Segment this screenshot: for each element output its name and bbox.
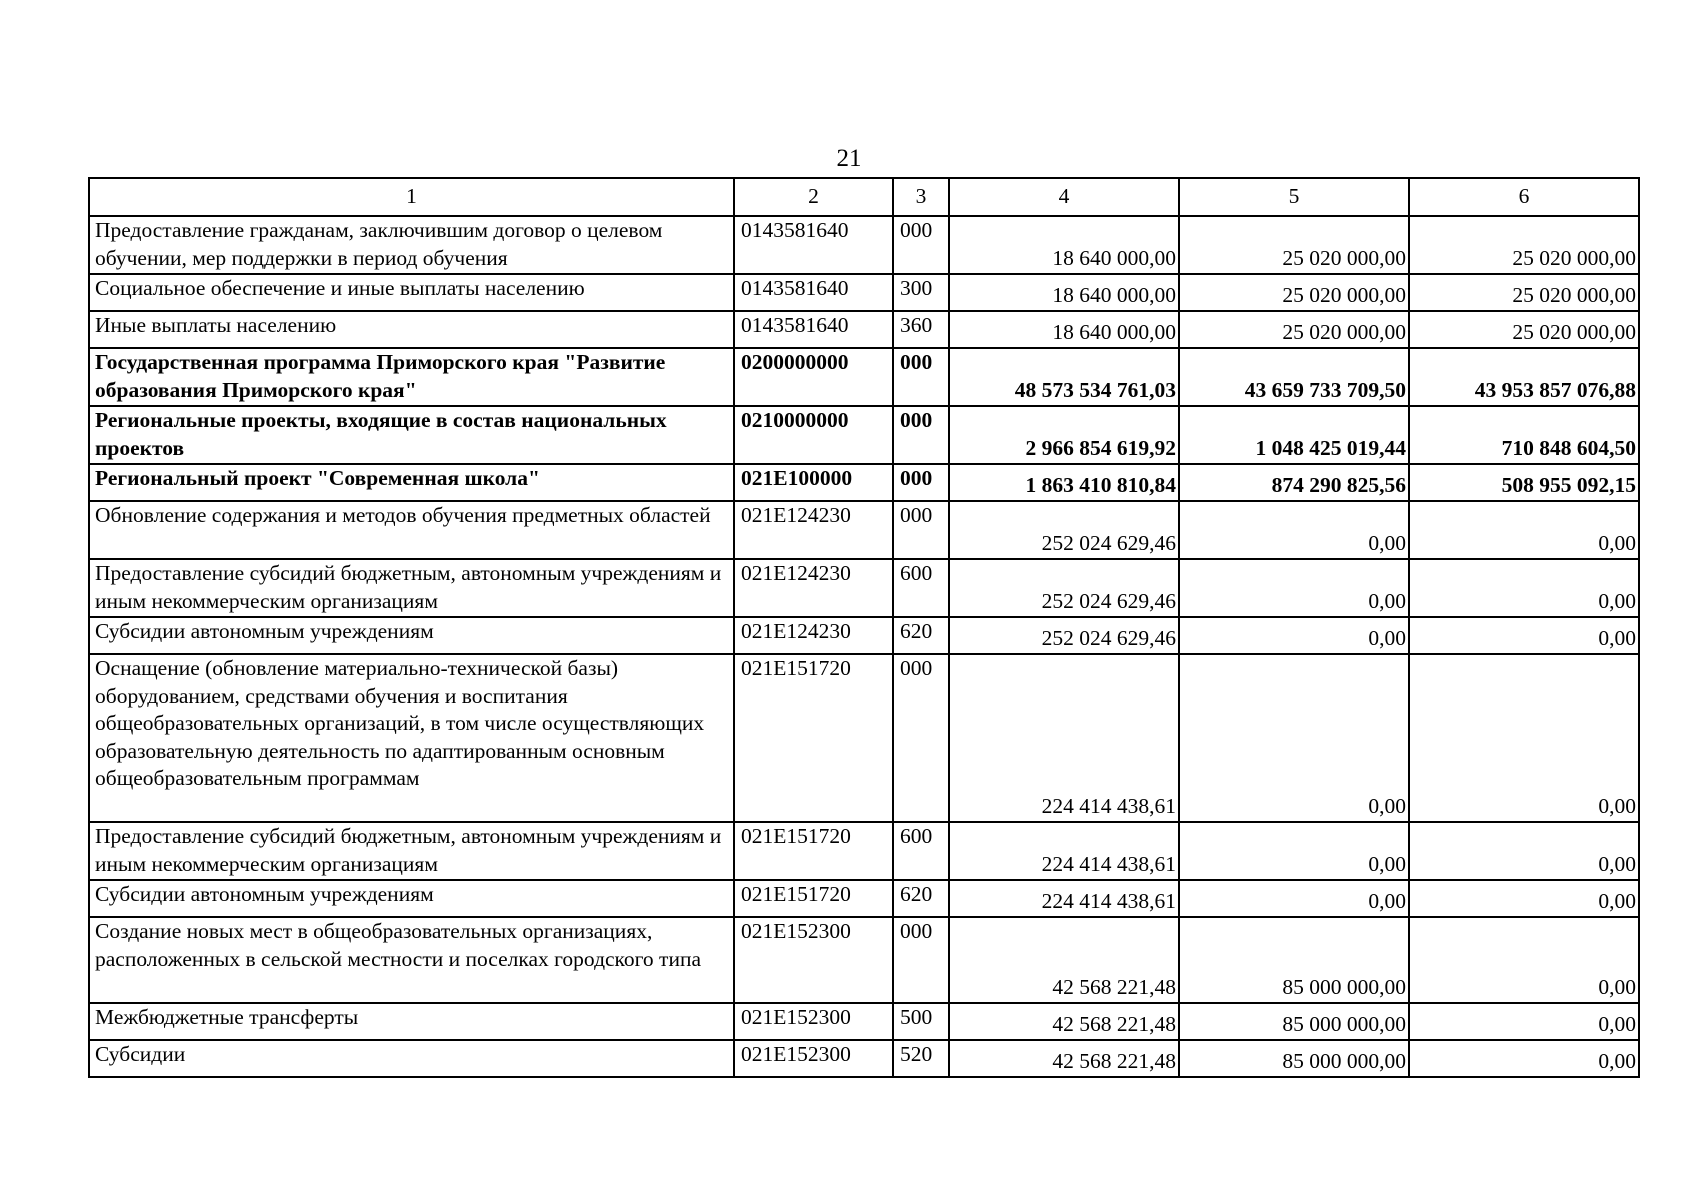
row-name-cell: Региональные проекты, входящие в состав национальных проектов <box>89 406 734 464</box>
row-code-cell: 021E152300 <box>734 917 893 1003</box>
row-value-col4-cell: 18 640 000,00 <box>949 274 1179 311</box>
table-header-row <box>89 178 1639 216</box>
row-value-col4-cell: 2 966 854 619,92 <box>949 406 1179 464</box>
row-value-col4-cell: 18 640 000,00 <box>949 216 1179 274</box>
row-value-col4-cell: 224 414 438,61 <box>949 822 1179 880</box>
row-value-col5-cell: 25 020 000,00 <box>1179 216 1409 274</box>
row-code-cell: 021E151720 <box>734 654 893 822</box>
row-code-cell: 021E152300 <box>734 1040 893 1077</box>
table-row <box>89 617 1639 654</box>
row-code-cell: 0143581640 <box>734 216 893 274</box>
row-name-cell: Межбюджетные трансферты <box>89 1003 734 1040</box>
table-row <box>89 559 1639 617</box>
row-value-col4-cell: 252 024 629,46 <box>949 559 1179 617</box>
row-value-col6-cell: 0,00 <box>1409 822 1639 880</box>
row-code-cell: 0200000000 <box>734 348 893 406</box>
row-value-col4-cell: 252 024 629,46 <box>949 501 1179 559</box>
row-expense-type-cell: 360 <box>893 311 949 348</box>
row-value-col6-cell: 710 848 604,50 <box>1409 406 1639 464</box>
table-row <box>89 1003 1639 1040</box>
row-value-col6-cell: 0,00 <box>1409 617 1639 654</box>
row-value-col6-cell: 43 953 857 076,88 <box>1409 348 1639 406</box>
row-value-col5-cell: 0,00 <box>1179 654 1409 822</box>
table-row <box>89 464 1639 501</box>
column-header-2: 2 <box>734 178 893 216</box>
budget-table <box>88 177 1640 1078</box>
row-code-cell: 021E152300 <box>734 1003 893 1040</box>
row-expense-type-cell: 600 <box>893 822 949 880</box>
row-value-col6-cell: 0,00 <box>1409 1040 1639 1077</box>
row-expense-type-cell: 600 <box>893 559 949 617</box>
table-row <box>89 406 1639 464</box>
table-row <box>89 348 1639 406</box>
row-value-col5-cell: 0,00 <box>1179 822 1409 880</box>
table-row <box>89 311 1639 348</box>
table-row <box>89 917 1639 1003</box>
row-expense-type-cell: 000 <box>893 917 949 1003</box>
row-expense-type-cell: 000 <box>893 501 949 559</box>
row-value-col6-cell: 0,00 <box>1409 880 1639 917</box>
row-value-col6-cell: 0,00 <box>1409 501 1639 559</box>
row-name-cell: Субсидии автономным учреждениям <box>89 617 734 654</box>
column-header-4: 4 <box>949 178 1179 216</box>
row-code-cell: 021E151720 <box>734 880 893 917</box>
column-header-3: 3 <box>893 178 949 216</box>
row-value-col5-cell: 1 048 425 019,44 <box>1179 406 1409 464</box>
row-value-col5-cell: 0,00 <box>1179 559 1409 617</box>
row-value-col4-cell: 42 568 221,48 <box>949 1040 1179 1077</box>
row-value-col6-cell: 25 020 000,00 <box>1409 274 1639 311</box>
row-name-cell: Предоставление гражданам, заключившим договор о целевом обучении, мер поддержки в период обучения <box>89 216 734 274</box>
row-code-cell: 0143581640 <box>734 311 893 348</box>
row-name-cell: Региональный проект "Современная школа" <box>89 464 734 501</box>
row-value-col5-cell: 0,00 <box>1179 501 1409 559</box>
row-code-cell: 021E124230 <box>734 617 893 654</box>
row-value-col5-cell: 43 659 733 709,50 <box>1179 348 1409 406</box>
table-row <box>89 1040 1639 1077</box>
row-value-col6-cell: 0,00 <box>1409 559 1639 617</box>
row-name-cell: Социальное обеспечение и иные выплаты населению <box>89 274 734 311</box>
row-value-col4-cell: 224 414 438,61 <box>949 654 1179 822</box>
row-name-cell: Предоставление субсидий бюджетным, автономным учреждениям и иным некоммерческим организациям <box>89 559 734 617</box>
row-expense-type-cell: 000 <box>893 406 949 464</box>
column-header-6: 6 <box>1409 178 1639 216</box>
row-code-cell: 021E124230 <box>734 559 893 617</box>
row-value-col5-cell: 85 000 000,00 <box>1179 1003 1409 1040</box>
row-expense-type-cell: 520 <box>893 1040 949 1077</box>
row-value-col6-cell: 0,00 <box>1409 917 1639 1003</box>
row-expense-type-cell: 000 <box>893 348 949 406</box>
page-number: 21 <box>836 145 862 172</box>
row-name-cell: Создание новых мест в общеобразовательных организациях, расположенных в сельской местности и поселках городского типа <box>89 917 734 1003</box>
table-row <box>89 274 1639 311</box>
row-value-col6-cell: 0,00 <box>1409 654 1639 822</box>
row-value-col5-cell: 0,00 <box>1179 880 1409 917</box>
table-row <box>89 880 1639 917</box>
row-value-col5-cell: 85 000 000,00 <box>1179 1040 1409 1077</box>
row-code-cell: 021E100000 <box>734 464 893 501</box>
row-value-col6-cell: 25 020 000,00 <box>1409 216 1639 274</box>
row-code-cell: 0210000000 <box>734 406 893 464</box>
row-value-col5-cell: 25 020 000,00 <box>1179 311 1409 348</box>
row-value-col5-cell: 25 020 000,00 <box>1179 274 1409 311</box>
row-value-col6-cell: 25 020 000,00 <box>1409 311 1639 348</box>
row-expense-type-cell: 500 <box>893 1003 949 1040</box>
row-value-col6-cell: 0,00 <box>1409 1003 1639 1040</box>
column-header-5: 5 <box>1179 178 1409 216</box>
row-name-cell: Субсидии <box>89 1040 734 1077</box>
table-row <box>89 654 1639 822</box>
row-name-cell: Иные выплаты населению <box>89 311 734 348</box>
row-value-col5-cell: 874 290 825,56 <box>1179 464 1409 501</box>
row-expense-type-cell: 000 <box>893 216 949 274</box>
row-code-cell: 021E124230 <box>734 501 893 559</box>
row-value-col4-cell: 48 573 534 761,03 <box>949 348 1179 406</box>
column-header-1: 1 <box>89 178 734 216</box>
row-expense-type-cell: 620 <box>893 617 949 654</box>
table-row <box>89 501 1639 559</box>
row-name-cell: Предоставление субсидий бюджетным, автономным учреждениям и иным некоммерческим организациям <box>89 822 734 880</box>
row-name-cell: Обновление содержания и методов обучения предметных областей <box>89 501 734 559</box>
row-value-col4-cell: 252 024 629,46 <box>949 617 1179 654</box>
table-row <box>89 216 1639 274</box>
row-value-col4-cell: 42 568 221,48 <box>949 917 1179 1003</box>
row-value-col4-cell: 224 414 438,61 <box>949 880 1179 917</box>
row-expense-type-cell: 000 <box>893 464 949 501</box>
row-value-col5-cell: 0,00 <box>1179 617 1409 654</box>
row-value-col5-cell: 85 000 000,00 <box>1179 917 1409 1003</box>
row-name-cell: Оснащение (обновление материально-технической базы) оборудованием, средствами обучения и воспитания общеобразовательных организаций, в том числе осуществляющих образовательную деятельность по адаптированным основным общеобразовательным программам <box>89 654 734 822</box>
row-value-col4-cell: 18 640 000,00 <box>949 311 1179 348</box>
row-value-col4-cell: 42 568 221,48 <box>949 1003 1179 1040</box>
row-value-col4-cell: 1 863 410 810,84 <box>949 464 1179 501</box>
table-row <box>89 822 1639 880</box>
row-expense-type-cell: 300 <box>893 274 949 311</box>
row-code-cell: 0143581640 <box>734 274 893 311</box>
row-code-cell: 021E151720 <box>734 822 893 880</box>
row-name-cell: Субсидии автономным учреждениям <box>89 880 734 917</box>
row-value-col6-cell: 508 955 092,15 <box>1409 464 1639 501</box>
row-name-cell: Государственная программа Приморского края "Развитие образования Приморского края" <box>89 348 734 406</box>
table-body <box>89 216 1639 1077</box>
row-expense-type-cell: 620 <box>893 880 949 917</box>
row-expense-type-cell: 000 <box>893 654 949 822</box>
